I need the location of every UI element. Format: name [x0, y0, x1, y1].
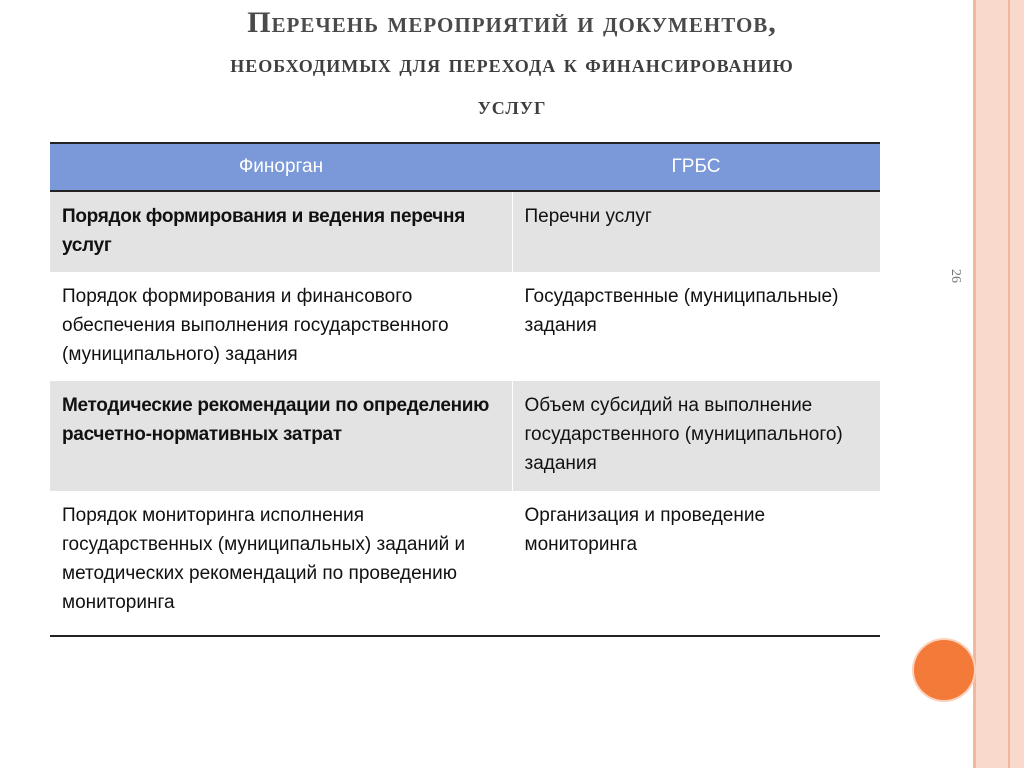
- table-row: [50, 191, 880, 272]
- cell-finorgan: Порядок формирования и финансового обеспечения выполнения государственного (муниципального) задания: [50, 272, 512, 381]
- cell-grbs: Государственные (муниципальные) задания: [524, 286, 839, 336]
- cell-finorgan: Порядок формирования и ведения перечня услуг: [50, 191, 512, 272]
- slide-title: [0, 4, 1024, 126]
- slide-number: 26: [948, 269, 963, 283]
- slide-title-line-2: необходимых для перехода к финансированию: [230, 49, 794, 78]
- slide-title-line-3: услуг: [477, 91, 547, 120]
- cell-grbs: Перечни услуг: [512, 191, 880, 272]
- table-row: [50, 381, 880, 491]
- table-row: [50, 491, 880, 636]
- header-grbs: ГРБС: [512, 143, 880, 191]
- cell-grbs: Организация и проведение мониторинга: [512, 491, 880, 636]
- table-header-row: [50, 143, 880, 191]
- cell-finorgan: Порядок мониторинга исполнения государственных (муниципальных) заданий и методических рекомендаций по проведению мониторинга: [50, 491, 512, 636]
- header-finorgan: Финорган: [50, 143, 512, 191]
- cell-finorgan: Методические рекомендации по определению расчетно-нормативных затрат: [50, 381, 512, 491]
- slide-title-line-1: Перечень мероприятий и документов,: [247, 6, 777, 39]
- measures-table: [50, 142, 880, 637]
- decorative-orange-circle: [914, 640, 974, 700]
- table-row: [50, 272, 880, 381]
- cell-grbs: Объем субсидий на выполнение государственного (муниципального) задания: [512, 381, 880, 491]
